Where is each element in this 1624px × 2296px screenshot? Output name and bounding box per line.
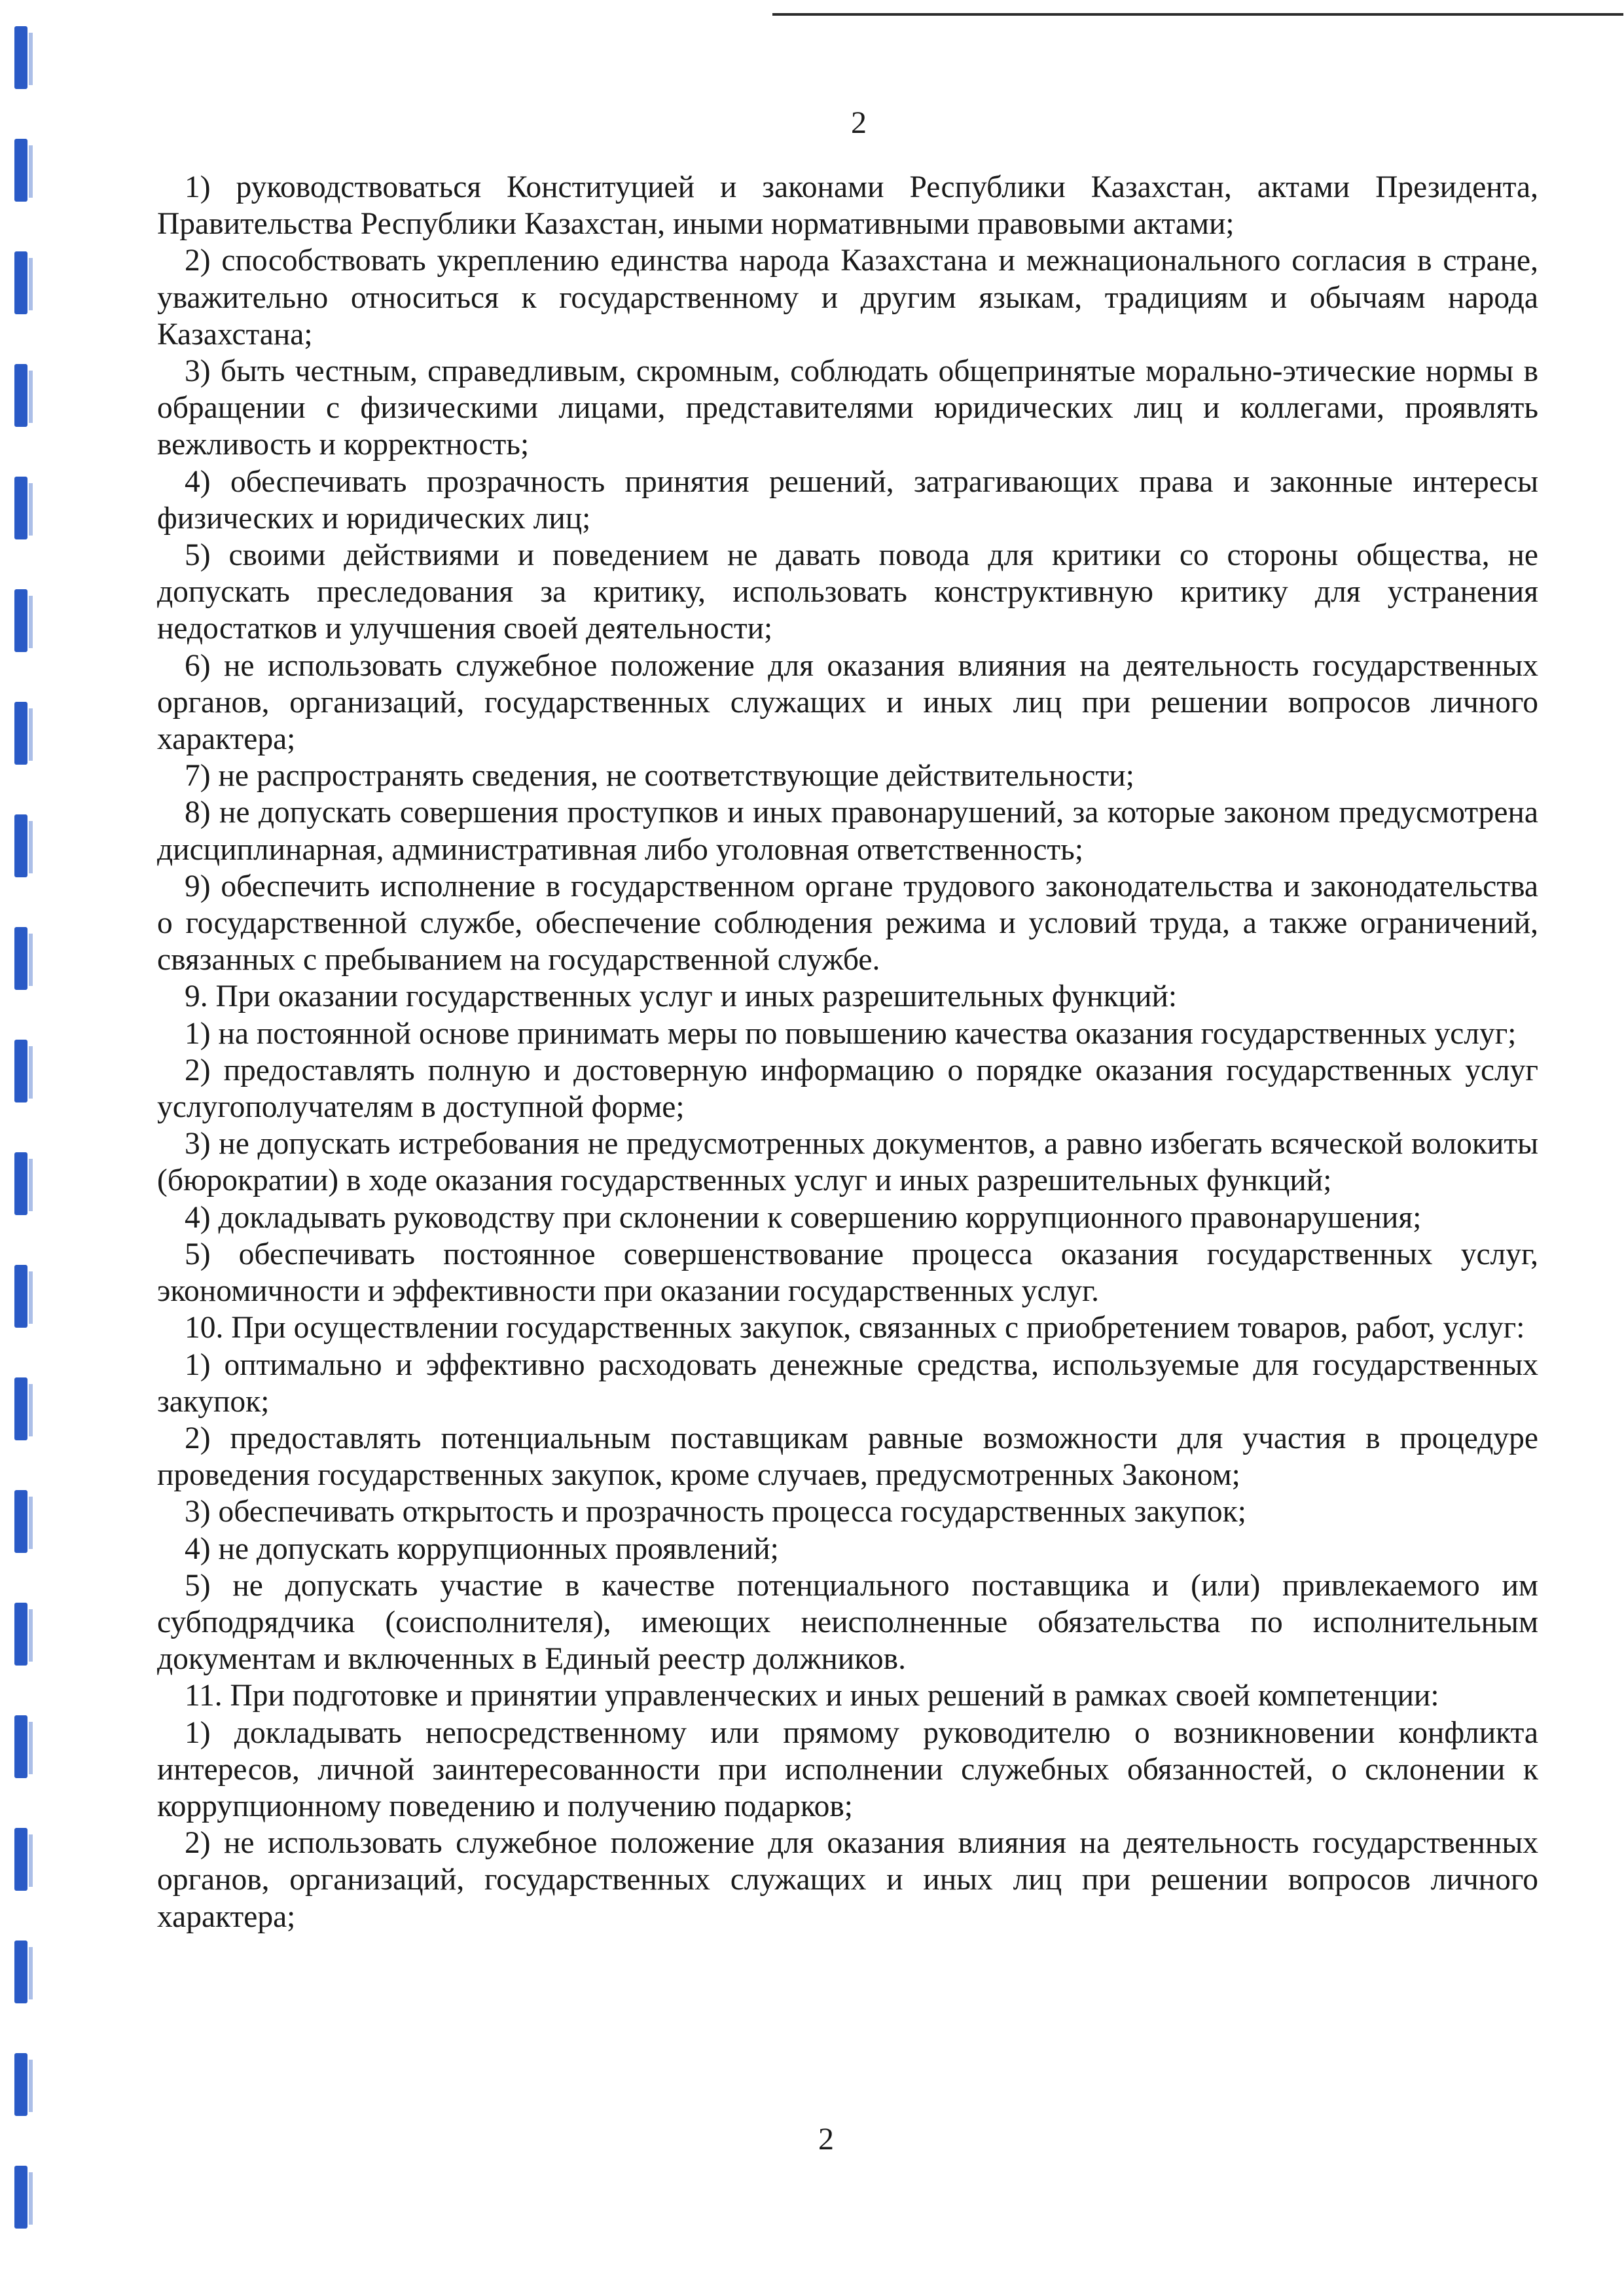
binding-hole xyxy=(14,1377,27,1440)
paragraph: 9) обеспечить исполнение в государственном органе трудового законодательства и законодательства о государственной службе, обеспечение соблюдения режима и условий труда, а также ограничений, связанных с пребыванием на государственной службе. xyxy=(157,869,1538,977)
binding-hole xyxy=(14,1265,27,1328)
paragraph: 2) не использовать служебное положение для оказания влияния на деятельность государственных органов, организаций, государственных служащих и иных лиц при решении вопросов личного характера; xyxy=(157,1826,1538,1934)
binding-hole xyxy=(14,26,27,89)
paragraph: 2) предоставлять полную и достоверную информацию о порядке оказания государственных услуг услугополучателям в доступной форме; xyxy=(157,1053,1538,1125)
paragraph: 4) докладывать руководству при склонении к совершению коррупционного правонарушения; xyxy=(185,1200,1422,1235)
paragraph: 3) не допускать истребования не предусмотренных документов, а равно избегать всяческой волокиты (бюрократии) в ходе оказания государственных услуг и иных разрешительных функций; xyxy=(157,1127,1538,1198)
paragraph: 3) быть честным, справедливым, скромным, соблюдать общепринятые морально-этические нормы в обращении с физическими лицами, представителями юридических лиц и коллегами, проявлять вежливость и корректность; xyxy=(157,354,1538,462)
binding-hole xyxy=(14,702,27,765)
binding-strip xyxy=(14,26,41,2296)
binding-hole xyxy=(14,1490,27,1553)
document-body xyxy=(157,169,1538,1935)
binding-hole xyxy=(14,814,27,877)
paragraph: 5) своими действиями и поведением не давать повода для критики со стороны общества, не допускать преследования за критику, использовать конструктивную критику для устранения недостатков и улучшения своей деятельности; xyxy=(157,538,1538,646)
paragraph: 2) способствовать укреплению единства народа Казахстана и межнационального согласия в стране, уважительно относиться к государственному и другим языкам, традициям и обычаям народа Казахстана; xyxy=(157,244,1538,352)
binding-hole xyxy=(14,477,27,539)
paragraph: 3) обеспечивать открытость и прозрачность процесса государственных закупок; xyxy=(185,1495,1246,1529)
binding-hole xyxy=(14,1941,27,2003)
page-number-top: 2 xyxy=(851,105,867,140)
paragraph: 4) не допускать коррупционных проявлений; xyxy=(185,1531,779,1566)
binding-hole xyxy=(14,1828,27,1891)
paragraph: 4) обеспечивать прозрачность принятия решений, затрагивающих права и законные интересы физических и юридических лиц; xyxy=(157,464,1538,536)
binding-hole xyxy=(14,1152,27,1215)
paragraph: 1) докладывать непосредственному или прямому руководителю о возникновении конфликта интересов, личной заинтересованности при исполнении служебных обязанностей, о склонении к коррупционному поведению и получению подарков; xyxy=(157,1715,1538,1823)
scan-top-edge-line xyxy=(772,13,1623,16)
page-number-bottom: 2 xyxy=(818,2122,834,2157)
binding-hole xyxy=(14,2053,27,2116)
paragraph: 2) предоставлять потенциальным поставщикам равные возможности для участия в процедуре проведения государственных закупок, кроме случаев, предусмотренных Законом; xyxy=(157,1421,1538,1493)
binding-hole xyxy=(14,1715,27,1778)
paragraph: 7) не распространять сведения, не соответствующие действительности; xyxy=(185,759,1134,793)
section-heading: 10. При осуществлении государственных закупок, связанных с приобретением товаров, работ, услуг: xyxy=(185,1311,1525,1345)
binding-hole xyxy=(14,1040,27,1102)
binding-hole xyxy=(14,1603,27,1666)
paragraph: 1) руководствоваться Конституцией и законами Республики Казахстан, актами Президента, Правительства Республики Казахстан, иными нормативными правовыми актами; xyxy=(157,170,1538,242)
paragraph: 6) не использовать служебное положение для оказания влияния на деятельность государственных органов, организаций, государственных служащих и иных лиц при решении вопросов личного характера; xyxy=(157,648,1538,757)
binding-hole xyxy=(14,364,27,427)
paragraph: 8) не допускать совершения проступков и иных правонарушений, за которые законом предусмотрена дисциплинарная, административная либо уголовная ответственность; xyxy=(157,795,1538,867)
paragraph: 5) обеспечивать постоянное совершенствование процесса оказания государственных услуг, экономичности и эффективности при оказании государственных услуг. xyxy=(157,1237,1538,1309)
paragraph: 1) оптимально и эффективно расходовать денежные средства, используемые для государственных закупок; xyxy=(157,1347,1538,1419)
binding-hole xyxy=(14,251,27,314)
section-heading: 11. При подготовке и принятии управленческих и иных решений в рамках своей компетенции: xyxy=(185,1679,1439,1713)
paragraph: 1) на постоянной основе принимать меры по повышению качества оказания государственных услуг; xyxy=(185,1016,1517,1051)
section-heading: 9. При оказании государственных услуг и иных разрешительных функций: xyxy=(185,979,1178,1014)
binding-hole xyxy=(14,139,27,202)
binding-hole xyxy=(14,2166,27,2229)
paragraph: 5) не допускать участие в качестве потенциального поставщика и (или) привлекаемого им субподрядчика (соисполнителя), имеющих неисполненные обязательства по исполнительным документам и включенных в Единый реестр должников. xyxy=(157,1568,1538,1677)
binding-hole xyxy=(14,589,27,652)
binding-hole xyxy=(14,927,27,990)
